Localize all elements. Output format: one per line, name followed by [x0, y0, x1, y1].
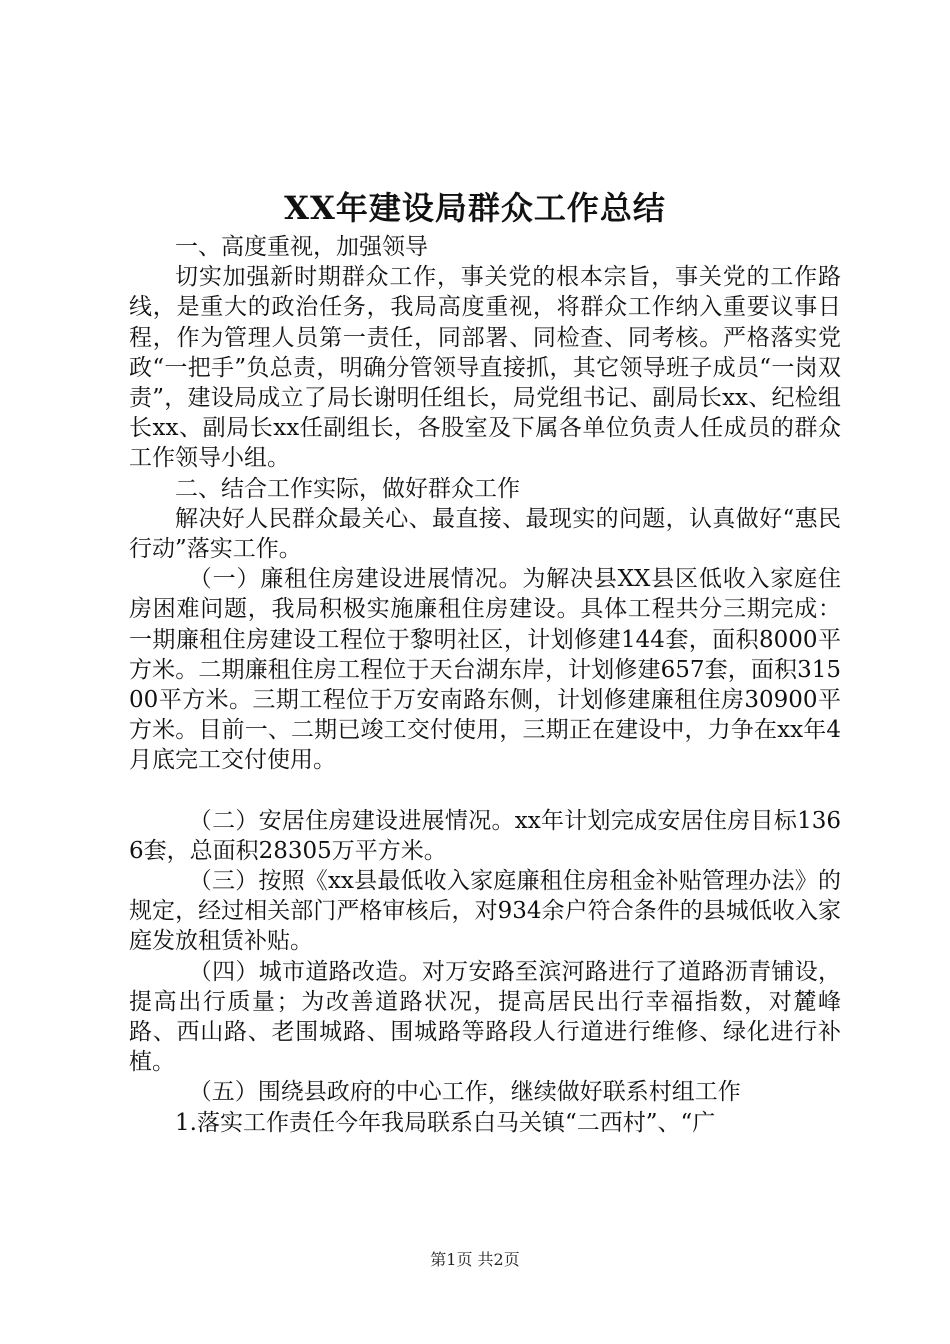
page-number-footer: 第1页 共2页 — [430, 1250, 520, 1269]
document-body — [129, 232, 841, 1138]
paragraph-leadership: 切实加强新时期群众工作，事关党的根本宗旨，事关党的工作路线，是重大的政治任务，我局高度重视，将群众工作纳入重要议事日程，作为管理人员第一责任，同部署、同检查、同考核。严格落实党政“一把手”负总责，明确分管领导直接抓，其它领导班子成员“一岗双责”，建设局成立了局长谢明任组长，局党组书记、副局长xx、纪检组长xx、副局长xx任副组长，各股室及下属各单位负责人任成员的群众工作领导小组。 — [129, 264, 841, 472]
paragraph-item-3: （三）按照《xx县最低收入家庭廉租住房租金补贴管理办法》的规定，经过相关部门严格审核后，对934余户符合条件的县城低收入家庭发放租赁补贴。 — [129, 868, 841, 955]
paragraph-item-4: （四）城市道路改造。对万安路至滨河路进行了道路沥青铺设，提高出行质量；为改善道路状况，提高居民出行幸福指数，对麓峰路、西山路、老围城路、围城路等路段人行道进行维修、绿化进行补植。 — [129, 958, 841, 1076]
paragraph-subitem-1: 1.落实工作责任今年我局联系白马关镇“二西村”、“广 — [175, 1109, 716, 1136]
document-title: XX年建设局群众工作总结 — [284, 189, 666, 227]
paragraph-gap — [129, 776, 841, 806]
paragraph-intro: 解决好人民群众最关心、最直接、最现实的问题，认真做好“惠民行动”落实工作。 — [129, 505, 841, 563]
paragraph-item-1: （一）廉租住房建设进展情况。为解决县XX县区低收入家庭住房困难问题，我局积极实施廉租住房建设。具体工程共分三期完成：一期廉租住房建设工程位于黎明社区，计划修建144套，面积8000平方米。二期廉租住房工程位于天台湖东岸，计划修建657套，面积31500平方米。三期工程位于万安南路东侧，计划修建廉租住房30900平方米。目前一、二期已竣工交付使用，三期正在建设中，力争在xx年4月底完工交付使用。 — [129, 566, 841, 774]
paragraph-item-2: （二）安居住房建设进展情况。xx年计划完成安居住房目标1366套，总面积28305万平方米。 — [129, 807, 841, 864]
section-heading-1: 一、高度重视，加强领导 — [175, 234, 428, 260]
section-heading-2: 二、结合工作实际，做好群众工作 — [175, 475, 520, 502]
paragraph-item-5: （五）围绕县政府的中心工作，继续做好联系村组工作 — [188, 1079, 741, 1106]
